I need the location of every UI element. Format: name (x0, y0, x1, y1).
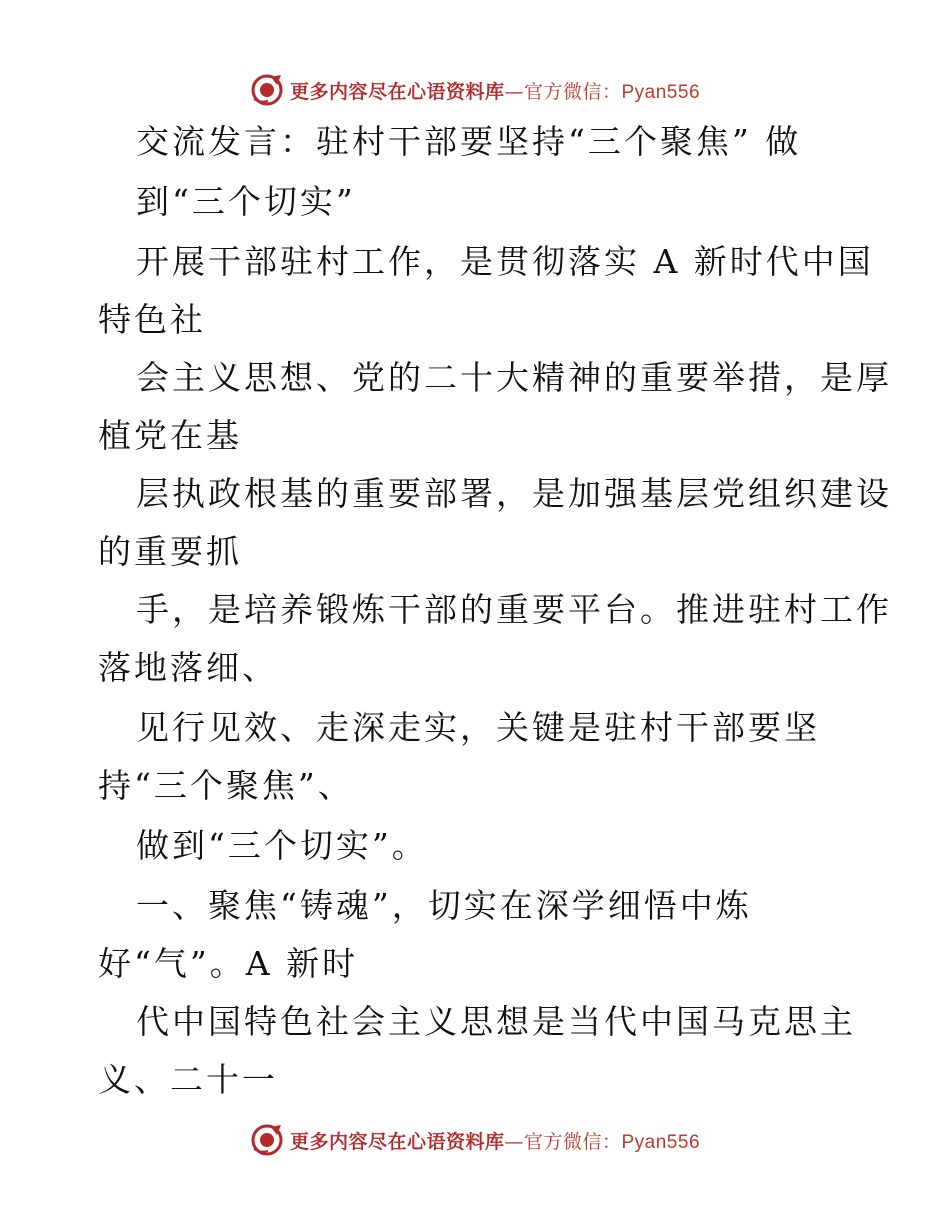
banner-text (290, 1127, 700, 1154)
doc-paragraph-line: 会主义思想、党的二十大精神的重要举措，是厚 (136, 358, 892, 397)
banner-text (290, 77, 700, 104)
doc-paragraph-line: 见行见效、走深走实，关键是驻村干部要坚 (136, 708, 820, 747)
doc-paragraph-line: 义、二十一 (98, 1060, 278, 1099)
doc-paragraph-line: 的重要抓 (98, 532, 242, 571)
doc-paragraph-line: 持“三个聚焦”、 (98, 766, 354, 805)
doc-paragraph-line: 落地落细、 (98, 648, 278, 687)
header-banner (0, 70, 950, 110)
doc-paragraph-line: 做到“三个切实”。 (136, 826, 428, 865)
banner-site-text: 更多内容尽在心语资料库 (289, 80, 505, 103)
doc-paragraph-line: 植党在基 (98, 416, 242, 455)
pen-logo-icon (250, 73, 284, 107)
banner-separator: — (504, 80, 524, 103)
doc-title-line-1: 交流发言：驻村干部要坚持“三个聚焦” 做 (136, 122, 802, 161)
doc-section-heading-line: 一、聚焦“铸魂”，切实在深学细悟中炼 (136, 886, 752, 925)
doc-paragraph-line: 特色社 (98, 300, 206, 339)
doc-paragraph-line: 开展干部驻村工作，是贯彻落实 A 新时代中国 (136, 242, 874, 281)
doc-paragraph-line: 代中国特色社会主义思想是当代中国马克思主 (136, 1002, 856, 1041)
banner-site-text: 更多内容尽在心语资料库 (289, 1130, 505, 1153)
doc-paragraph-line: 好“气”。A 新时 (98, 944, 359, 983)
footer-banner (0, 1120, 950, 1160)
banner-separator: — (504, 1130, 524, 1153)
doc-paragraph-line: 层执政根基的重要部署，是加强基层党组织建设 (136, 474, 892, 513)
doc-title-line-2: 到“三个切实” (136, 182, 356, 221)
doc-paragraph-line: 手，是培养锻炼干部的重要平台。推进驻村工作 (136, 590, 892, 629)
banner-contact-text: 官方微信：Pyan556 (524, 81, 701, 103)
banner-contact-text: 官方微信：Pyan556 (524, 1131, 701, 1153)
pen-logo-icon (250, 1123, 284, 1157)
